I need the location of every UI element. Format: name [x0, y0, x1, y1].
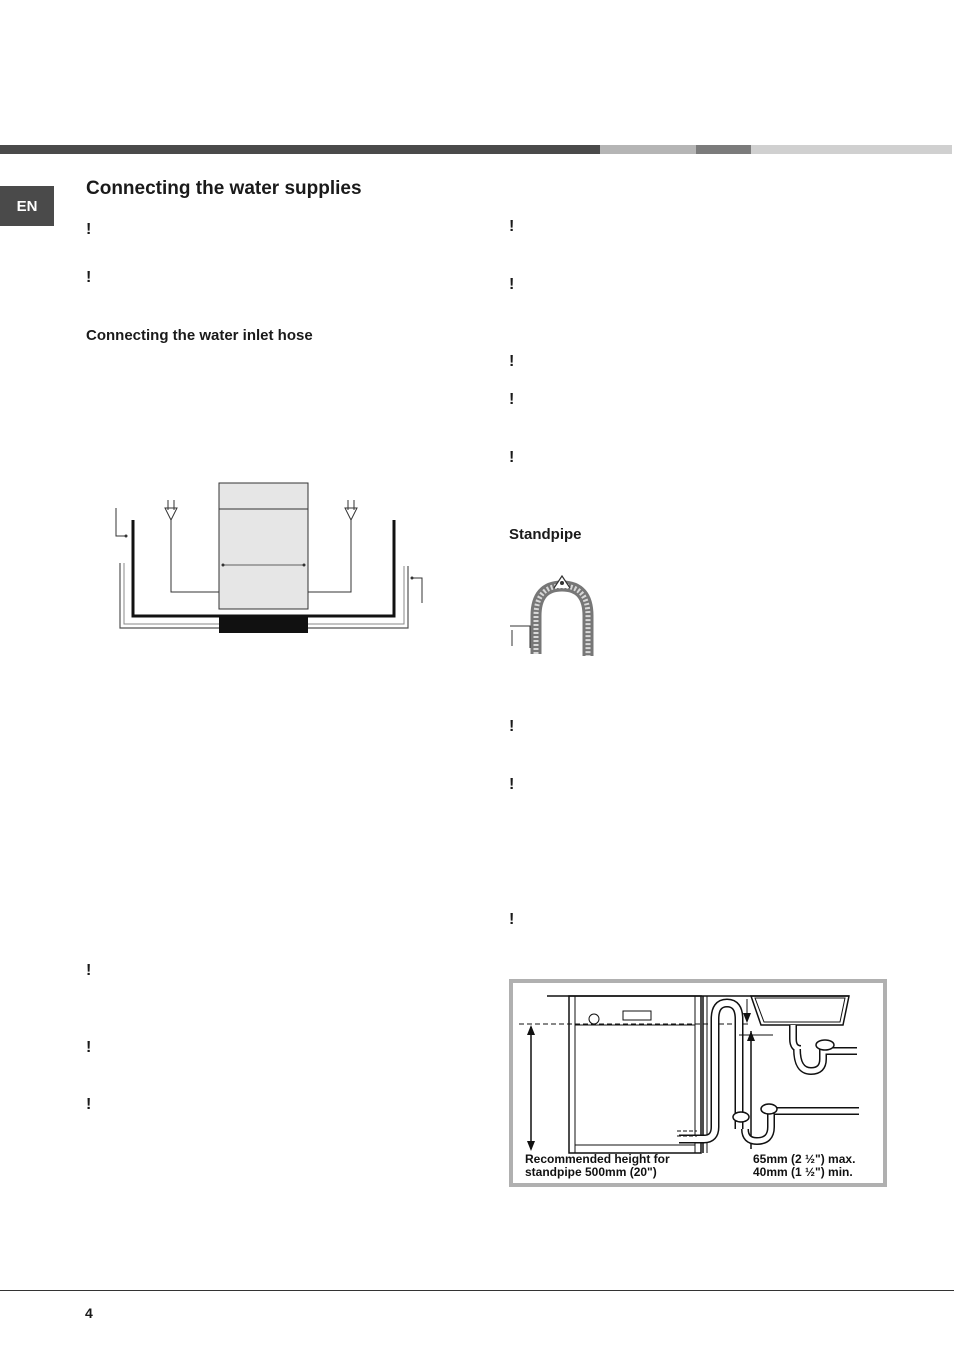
warning-mark: ! [509, 391, 515, 408]
hose-hook-illustration [508, 574, 608, 666]
bar-segment-pale [751, 145, 952, 154]
footer-divider [0, 1290, 954, 1291]
warning-mark: ! [86, 221, 92, 238]
caption-left-line2: standpipe 500mm (20") [525, 1165, 657, 1179]
caption-right-line2: 40mm (1 ½") min. [753, 1165, 853, 1179]
page-number: 4 [85, 1305, 93, 1321]
warning-mark: ! [86, 1096, 92, 1113]
warning-mark: ! [509, 449, 515, 466]
section-heading-inlet-hose: Connecting the water inlet hose [86, 327, 313, 344]
page-title: Connecting the water supplies [86, 178, 362, 199]
caption-left-line1: Recommended height for [525, 1152, 670, 1166]
warning-mark: ! [509, 276, 515, 293]
warning-mark: ! [509, 353, 515, 370]
inlet-hose-diagram [110, 478, 430, 638]
bar-segment-mid [696, 145, 751, 154]
language-tab: EN [0, 186, 54, 226]
caption-right-line1: 65mm (2 ½") max. [753, 1152, 856, 1166]
warning-mark: ! [509, 718, 515, 735]
warning-mark: ! [509, 218, 515, 235]
bar-segment-dark [0, 145, 600, 154]
warning-mark: ! [86, 269, 92, 286]
section-heading-standpipe: Standpipe [509, 526, 582, 543]
warning-mark: ! [86, 1039, 92, 1056]
warning-mark: ! [509, 776, 515, 793]
warning-mark: ! [86, 962, 92, 979]
bar-segment-light [600, 145, 696, 154]
header-color-bar [0, 145, 954, 154]
warning-mark: ! [509, 911, 515, 928]
standpipe-installation-figure [509, 979, 887, 1187]
